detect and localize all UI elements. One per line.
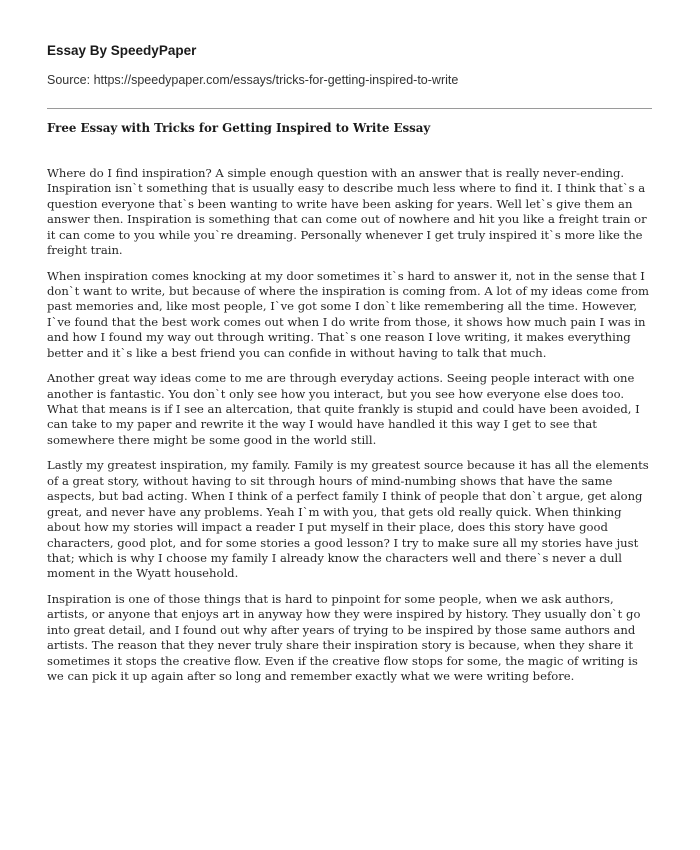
header-divider (47, 108, 652, 109)
body-paragraph-4: Lastly my greatest inspiration, my family. Family is my greatest source because it has all the elements of a great story, without having to sit through hours of mind-numbing shows that have the same aspects, but bad acting. When I think of a perfect family I think of people that don`t argue, get along great, and never have any problems. Yeah I`m with you, that gets old really quick. When thinking about how my stories will impact a reader I put myself in their place, does this story have good characters, good plot, and for some stories a good lesson? I try to make sure all my stories have just that; which is why I choose my family I already know the characters well and there`s never a dull moment in the Wyatt household. (47, 458, 649, 581)
body-paragraph-1: Where do I find inspiration? A simple enough question with an answer that is really never-ending. Inspiration isn`t something that is usually easy to describe much less where to find it. I think that`s a question everyone that`s been wanting to write have been asking for years. Well let`s give them an answer then. Inspiration is something that can come out of nowhere and hit you like a freight train or it can come to you while you`re dreaming. Personally whenever I get truly inspired it`s more like the freight train. (47, 166, 647, 258)
essay-body (47, 166, 653, 695)
essay-title: Free Essay with Tricks for Getting Inspired to Write Essay (47, 121, 431, 135)
source-link[interactable]: https://speedypaper.com/essays/tricks-for-getting-inspired-to-write (93, 73, 459, 87)
body-paragraph-5: Inspiration is one of those things that is hard to pinpoint for some people, when we ask authors, artists, or anyone that enjoys art in anyway how they were inspired by history. They usually don`t go into great detail, and I found out why after years of trying to be inspired by those same authors and artists. The reason that they never truly share their inspiration story is because, when they share it sometimes it stops the creative flow. Even if the creative flow stops for some, the magic of writing is we can pick it up again after so long and remember exactly what we were writing before. (47, 591, 641, 683)
source-line (47, 72, 458, 89)
body-paragraph-2: When inspiration comes knocking at my door sometimes it`s hard to answer it, not in the sense that I don`t want to write, but because of where the inspiration is coming from. A lot of my ideas come from past memories and, like most people, I`ve got some I don`t like remembering all the time. However, I`ve found that the best work comes out when I do write from those, it shows how much pain I was in and how I found my way out through writing. That`s one reason I love writing, it makes everything better and it`s like a best friend you can confide in without having to talk that much. (47, 268, 650, 360)
body-paragraph-3: Another great way ideas come to me are through everyday actions. Seeing people interact with one another is fantastic. You don`t only see how you interact, but you see how everyone else does too. What that means is if I see an altercation, that quite frankly is stupid and could have been avoided, I can take to my paper and rewrite it the way I would have handled it this way I get to see that somewhere there might be some good in the world still. (47, 371, 640, 447)
source-label: Source: (47, 73, 91, 87)
essay-author-heading: Essay By SpeedyPaper (47, 43, 197, 58)
